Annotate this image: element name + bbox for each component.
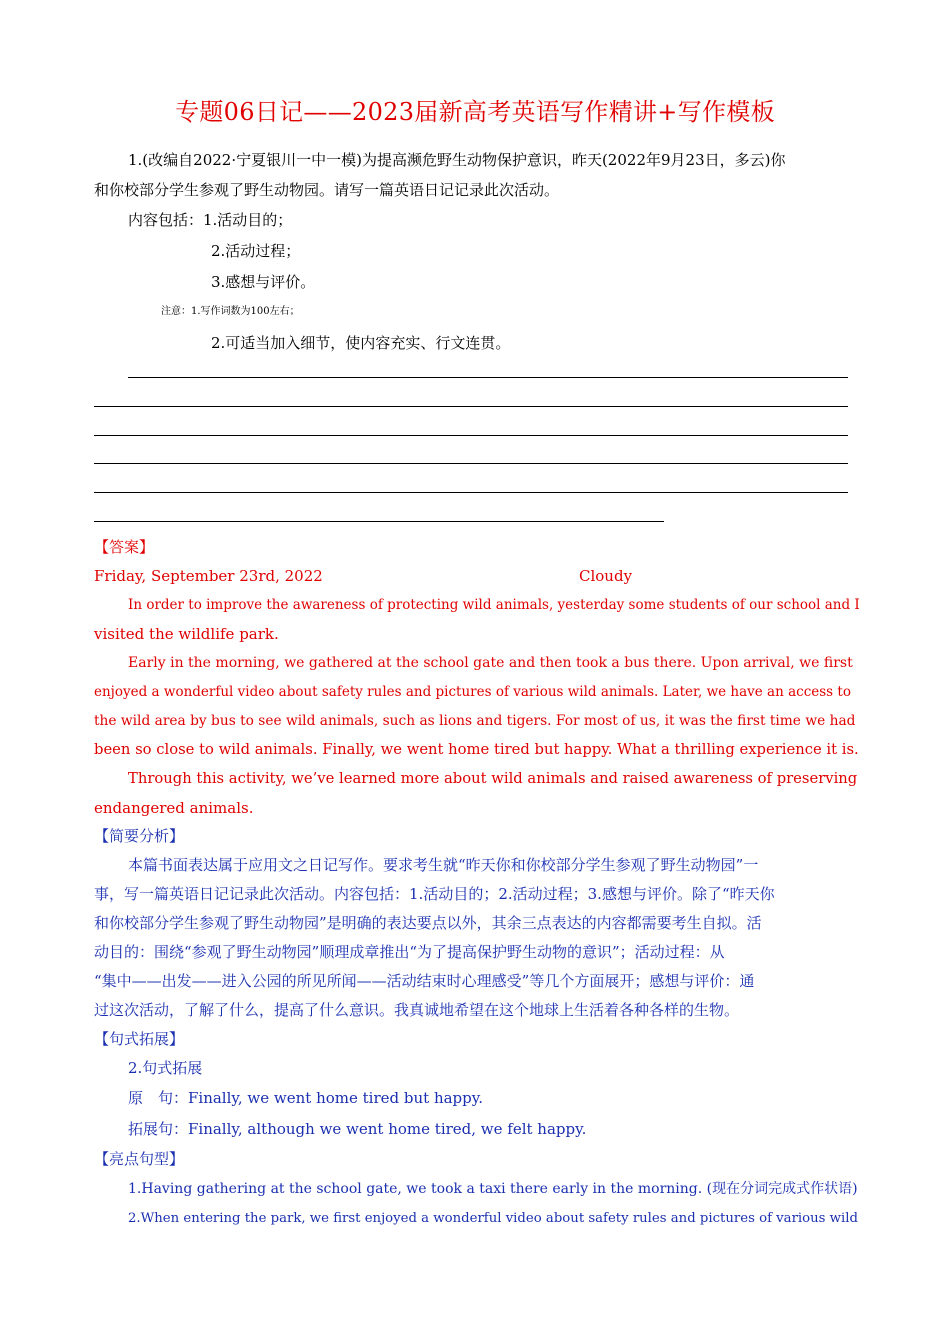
answer-paragraph-2: been so close to wild animals. Finally, we went home tired but happy. What a thrilling experience it is.	[94, 741, 859, 758]
highlight-sentence-1: 1.Having gathering at the school gate, we took a taxi there early in the morning. (现在分词完成式作状语)	[128, 1181, 858, 1197]
writing-line	[94, 463, 848, 464]
writing-line	[128, 377, 848, 378]
answer-heading: 【答案】	[94, 538, 155, 556]
original-sentence: 原 句：Finally, we went home tired but happy.	[128, 1089, 483, 1107]
note-requirement-1: 注意：1.写作词数为100左右；	[161, 306, 300, 317]
highlight-sentence-2: 2.When entering the park, we first enjoyed a wonderful video about safety rules and pictures of various wild	[128, 1211, 858, 1226]
content-requirement-1: 内容包括：1.活动目的；	[128, 211, 293, 229]
analysis-text: 动目的：围绕“参观了野生动物园”顺理成章推出“为了提高保护野生动物的意识”；活动过程：从	[94, 943, 725, 961]
question-line-2: 和你校部分学生参观了野生动物园。请写一篇英语日记记录此次活动。	[94, 181, 560, 199]
analysis-text: 和你校部分学生参观了野生动物园”是明确的表达要点以外，其余三点表达的内容都需要考生自拟。活	[94, 914, 762, 932]
question-line-1: 1.(改编自2022·宁夏银川一中一模)为提高濒危野生动物保护意识，昨天(2022年9月23日，多云)你	[128, 151, 786, 169]
writing-line	[94, 521, 664, 522]
analysis-text: 过这次活动，了解了什么，提高了什么意识。我真诚地希望在这个地球上生活着各种各样的生物。	[94, 1001, 740, 1019]
highlights-heading: 【亮点句型】	[94, 1150, 185, 1168]
diary-weather: Cloudy	[579, 567, 633, 585]
analysis-text: 本篇书面表达属于应用文之日记写作。要求考生就“昨天你和你校部分学生参观了野生动物园”一	[128, 856, 759, 874]
answer-paragraph-2: enjoyed a wonderful video about safety rules and pictures of various wild animals. Later, we have an access to	[94, 684, 851, 700]
analysis-heading: 【简要分析】	[94, 827, 185, 845]
writing-line	[94, 435, 848, 436]
writing-line	[94, 406, 848, 407]
expanded-sentence: 拓展句：Finally, although we went home tired, we felt happy.	[128, 1120, 587, 1138]
note-requirement-2: 2.可适当加入细节，使内容充实、行文连贯。	[211, 334, 511, 352]
analysis-text: 事，写一篇英语日记记录此次活动。内容包括：1.活动目的；2.活动过程；3.感想与评价。除了“昨天你	[94, 885, 775, 903]
answer-paragraph-1: In order to improve the awareness of protecting wild animals, yesterday some students of our school and I	[128, 597, 860, 613]
expansion-heading: 【句式拓展】	[94, 1030, 185, 1048]
page-title: 专题06日记——2023届新高考英语写作精讲+写作模板	[175, 98, 775, 126]
analysis-text: “集中——出发——进入公园的所见所闻——活动结束时心理感受”等几个方面展开；感想与评价：通	[94, 972, 755, 990]
expansion-subheading: 2.句式拓展	[128, 1059, 203, 1077]
answer-paragraph-3: endangered animals.	[94, 799, 254, 817]
answer-paragraph-2: Early in the morning, we gathered at the school gate and then took a bus there. Upon arrival, we first	[128, 655, 853, 671]
answer-paragraph-2: the wild area by bus to see wild animals, such as lions and tigers. For most of us, it was the first time we had	[94, 713, 856, 729]
writing-line	[94, 492, 848, 493]
diary-date: Friday, September 23rd, 2022	[94, 567, 323, 585]
content-requirement-3: 3.感想与评价。	[211, 273, 316, 291]
content-requirement-2: 2.活动过程；	[211, 242, 301, 260]
answer-paragraph-3: Through this activity, we’ve learned more about wild animals and raised awareness of preserving	[128, 770, 858, 787]
answer-paragraph-1: visited the wildlife park.	[94, 625, 279, 643]
